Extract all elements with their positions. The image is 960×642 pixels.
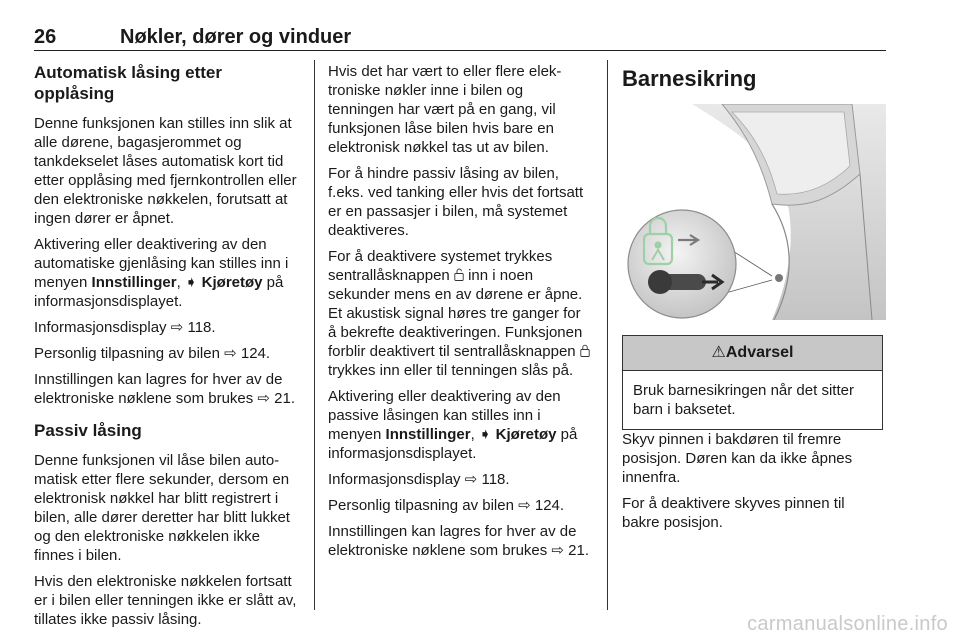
column-middle [328, 62, 593, 567]
paragraph: Skyv pinnen i bakdøren til fremre posisjon. Døren kan da ikke åpnes innenfra. [622, 431, 853, 486]
menu-arrow-icon: ➧ [478, 426, 492, 443]
cross-reference: Personlig tilpasning av bilen ⇨ 124. [34, 345, 271, 362]
cross-reference: Informasjonsdisplay ⇨ 118. [34, 319, 216, 336]
cross-reference: Informasjonsdisplay ⇨ 118. [328, 471, 510, 488]
paragraph: Denne funksjonen kan stilles inn slik at alle dørene, bagasjerommet og tankdekselet låses automatisk kort tid etter opplåsing med fjernkontrollen eller den elektroniske nøkkelen, forutsatt at ingen dører er åpnet. [34, 115, 297, 227]
section-heading-passive-lock: Passiv låsing [34, 421, 142, 440]
paragraph: Innstillingen kan lagres for hver av de elektroniske nøklene som brukes ⇨ 21. [328, 523, 590, 559]
paragraph: For å deaktivere skyves pinnen til bakre posisjon. [622, 495, 845, 531]
watermark: carmanualsonline.info [747, 613, 948, 635]
cross-reference: Personlig tilpasning av bilen ⇨ 124. [328, 497, 565, 514]
warning-icon: ⚠ [711, 344, 726, 361]
chapter-title: Nøkler, dører og vinduer [120, 26, 352, 48]
column-divider [607, 60, 608, 610]
paragraph: Aktivering eller deaktivering av den passive låsingen kan stilles inn i menyen Innstillinger, ➧ Kjøretøy på informasjonsdisplayet. [328, 388, 578, 462]
warning-box [622, 335, 883, 430]
section-heading-auto-lock: Automatisk låsing etter opplåsing [34, 63, 222, 103]
warning-header [623, 336, 882, 371]
paragraph: For å hindre passiv låsing av bilen, f.eks. ved tanking eller hvis det fortsatt er en passasjer i bilen, må systemet deaktiveres. [328, 165, 584, 239]
section-heading-child-lock: Barnesikring [622, 66, 757, 91]
lock-icon [580, 344, 590, 357]
paragraph: Hvis det har vært to eller flere elektroniske nøkler inne i bilen og tenningen har vært på en gang, vil funksjonen låse bilen hvis bare en elektronisk nøkkel tas ut av bilen. [328, 63, 562, 156]
column-right [622, 62, 886, 539]
paragraph: Denne funksjonen vil låse bilen automatisk etter flere sekunder, dersom en elektronisk nøkkel har blitt registrert i bilen, alle dører deretter har blitt lukket og den elektroniske nøkkelen ikke finnes i bilen. [34, 452, 290, 564]
paragraph: For å deaktivere systemet trykkes sentrallåsknappen inn i noen sekunder mens en av dørene er åpne. Et akustisk signal høres tre ganger for å bekrefte deaktiveringen. Funksjonen forblir deaktivert til sentrallåsknappen trykkes inn eller til tenningen slås på. [328, 247, 593, 380]
paragraph: Innstillingen kan lagres for hver av de elektroniske nøklene som brukes ⇨ 21. [34, 371, 296, 407]
unlock-icon [454, 268, 464, 281]
child-lock-door-illustration [622, 104, 886, 320]
column-left [34, 62, 299, 636]
page-header [34, 16, 886, 51]
warning-title: Advarsel [725, 344, 794, 361]
page-number: 26 [34, 26, 57, 48]
menu-arrow-icon: ➧ [184, 274, 198, 291]
paragraph: Hvis den elektroniske nøkkelen fortsatt er i bilen eller tenningen ikke er slått av, tillates ikke passiv låsing. [34, 573, 297, 628]
column-divider [314, 60, 315, 610]
warning-text: Bruk barnesikringen når det sitter barn i baksetet. [633, 382, 854, 418]
paragraph: Aktivering eller deaktivering av den automatiske gjenlåsing kan stilles inn i menyen Innstillinger, ➧ Kjøretøy på informasjonsdisplayet. [34, 236, 289, 310]
